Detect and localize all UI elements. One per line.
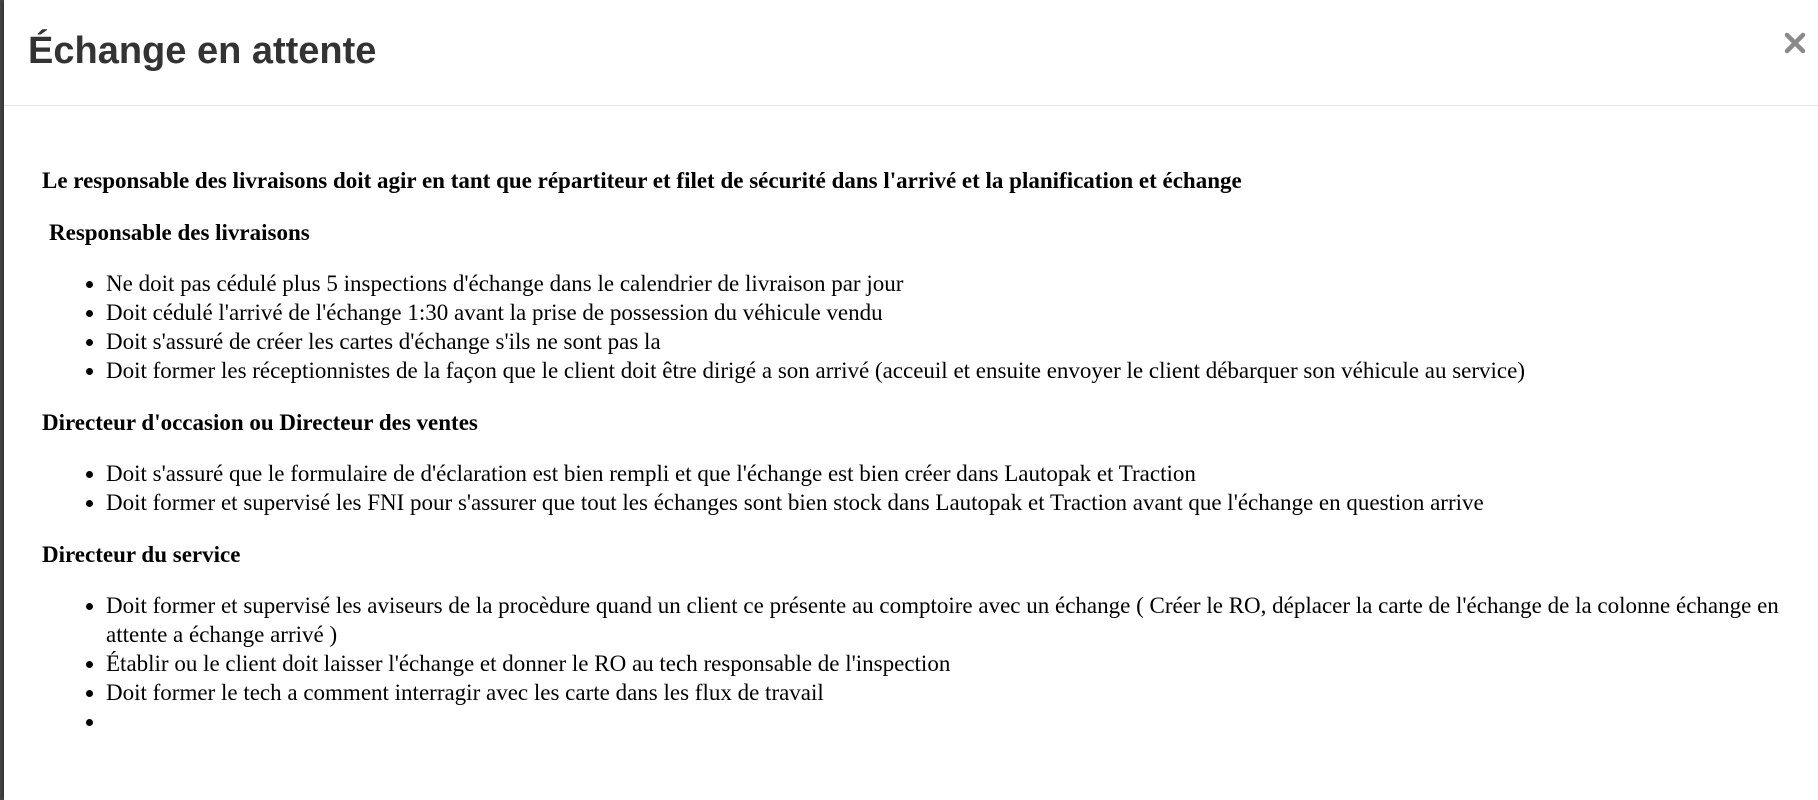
list-item: • Doit s'assuré de créer les cartes d'échange s'ils ne sont pas la [106,327,1806,356]
list-item: • Ne doit pas cédulé plus 5 inspections d'échange dans le calendrier de livraison par jour [106,269,1806,298]
close-button[interactable] [1778,26,1812,60]
modal-body [4,106,1818,736]
close-icon [1778,26,1812,60]
list-item: • Doit cédulé l'arrivé de l'échange 1:30 avant la prise de possession du véhicule vendu [106,298,1806,327]
delivery-responsibilities-list [42,269,1806,385]
intro-text: Le responsable des livraisons doit agir en tant que répartiteur et filet de sécurité dans l'arrivé et la planification et échange [42,168,1242,193]
service-director-responsibilities-list [42,591,1806,736]
empty-list-item [106,707,1806,736]
list-item: • Doit former les réceptionnistes de la façon que le client doit être dirigé a son arrivé (acceuil et ensuite envoyer le client débarquer son véhicule au service) [106,356,1806,385]
section-heading-service-director: Directeur du service [42,542,241,567]
list-item: • Doit former et supervisé les FNI pour s'assurer que tout les échanges sont bien stock dans Lautopak et Traction avant que l'échange en question arrive [106,488,1806,517]
modal-header [4,0,1818,106]
section-heading-sales-director: Directeur d'occasion ou Directeur des ventes [42,410,478,435]
list-item: • Doit s'assuré que le formulaire de d'éclaration est bien rempli et que l'échange est bien créer dans Lautopak et Traction [106,459,1806,488]
list-item: • Établir ou le client doit laisser l'échange et donner le RO au tech responsable de l'inspection [106,649,1806,678]
list-item: • Doit former et supervisé les aviseurs de la procèdure quand un client ce présente au comptoire avec un échange ( Créer le RO, déplacer la carte de l'échange de la colonne échange en attente a échange arrivé ) [106,591,1806,649]
modal-title: Échange en attente [28,30,377,72]
sales-director-responsibilities-list [42,459,1806,517]
section-heading-delivery: Responsable des livraisons [49,220,310,245]
list-item: • Doit former le tech a comment interragir avec les carte dans les flux de travail [106,678,1806,707]
exchange-pending-modal [4,0,1818,800]
